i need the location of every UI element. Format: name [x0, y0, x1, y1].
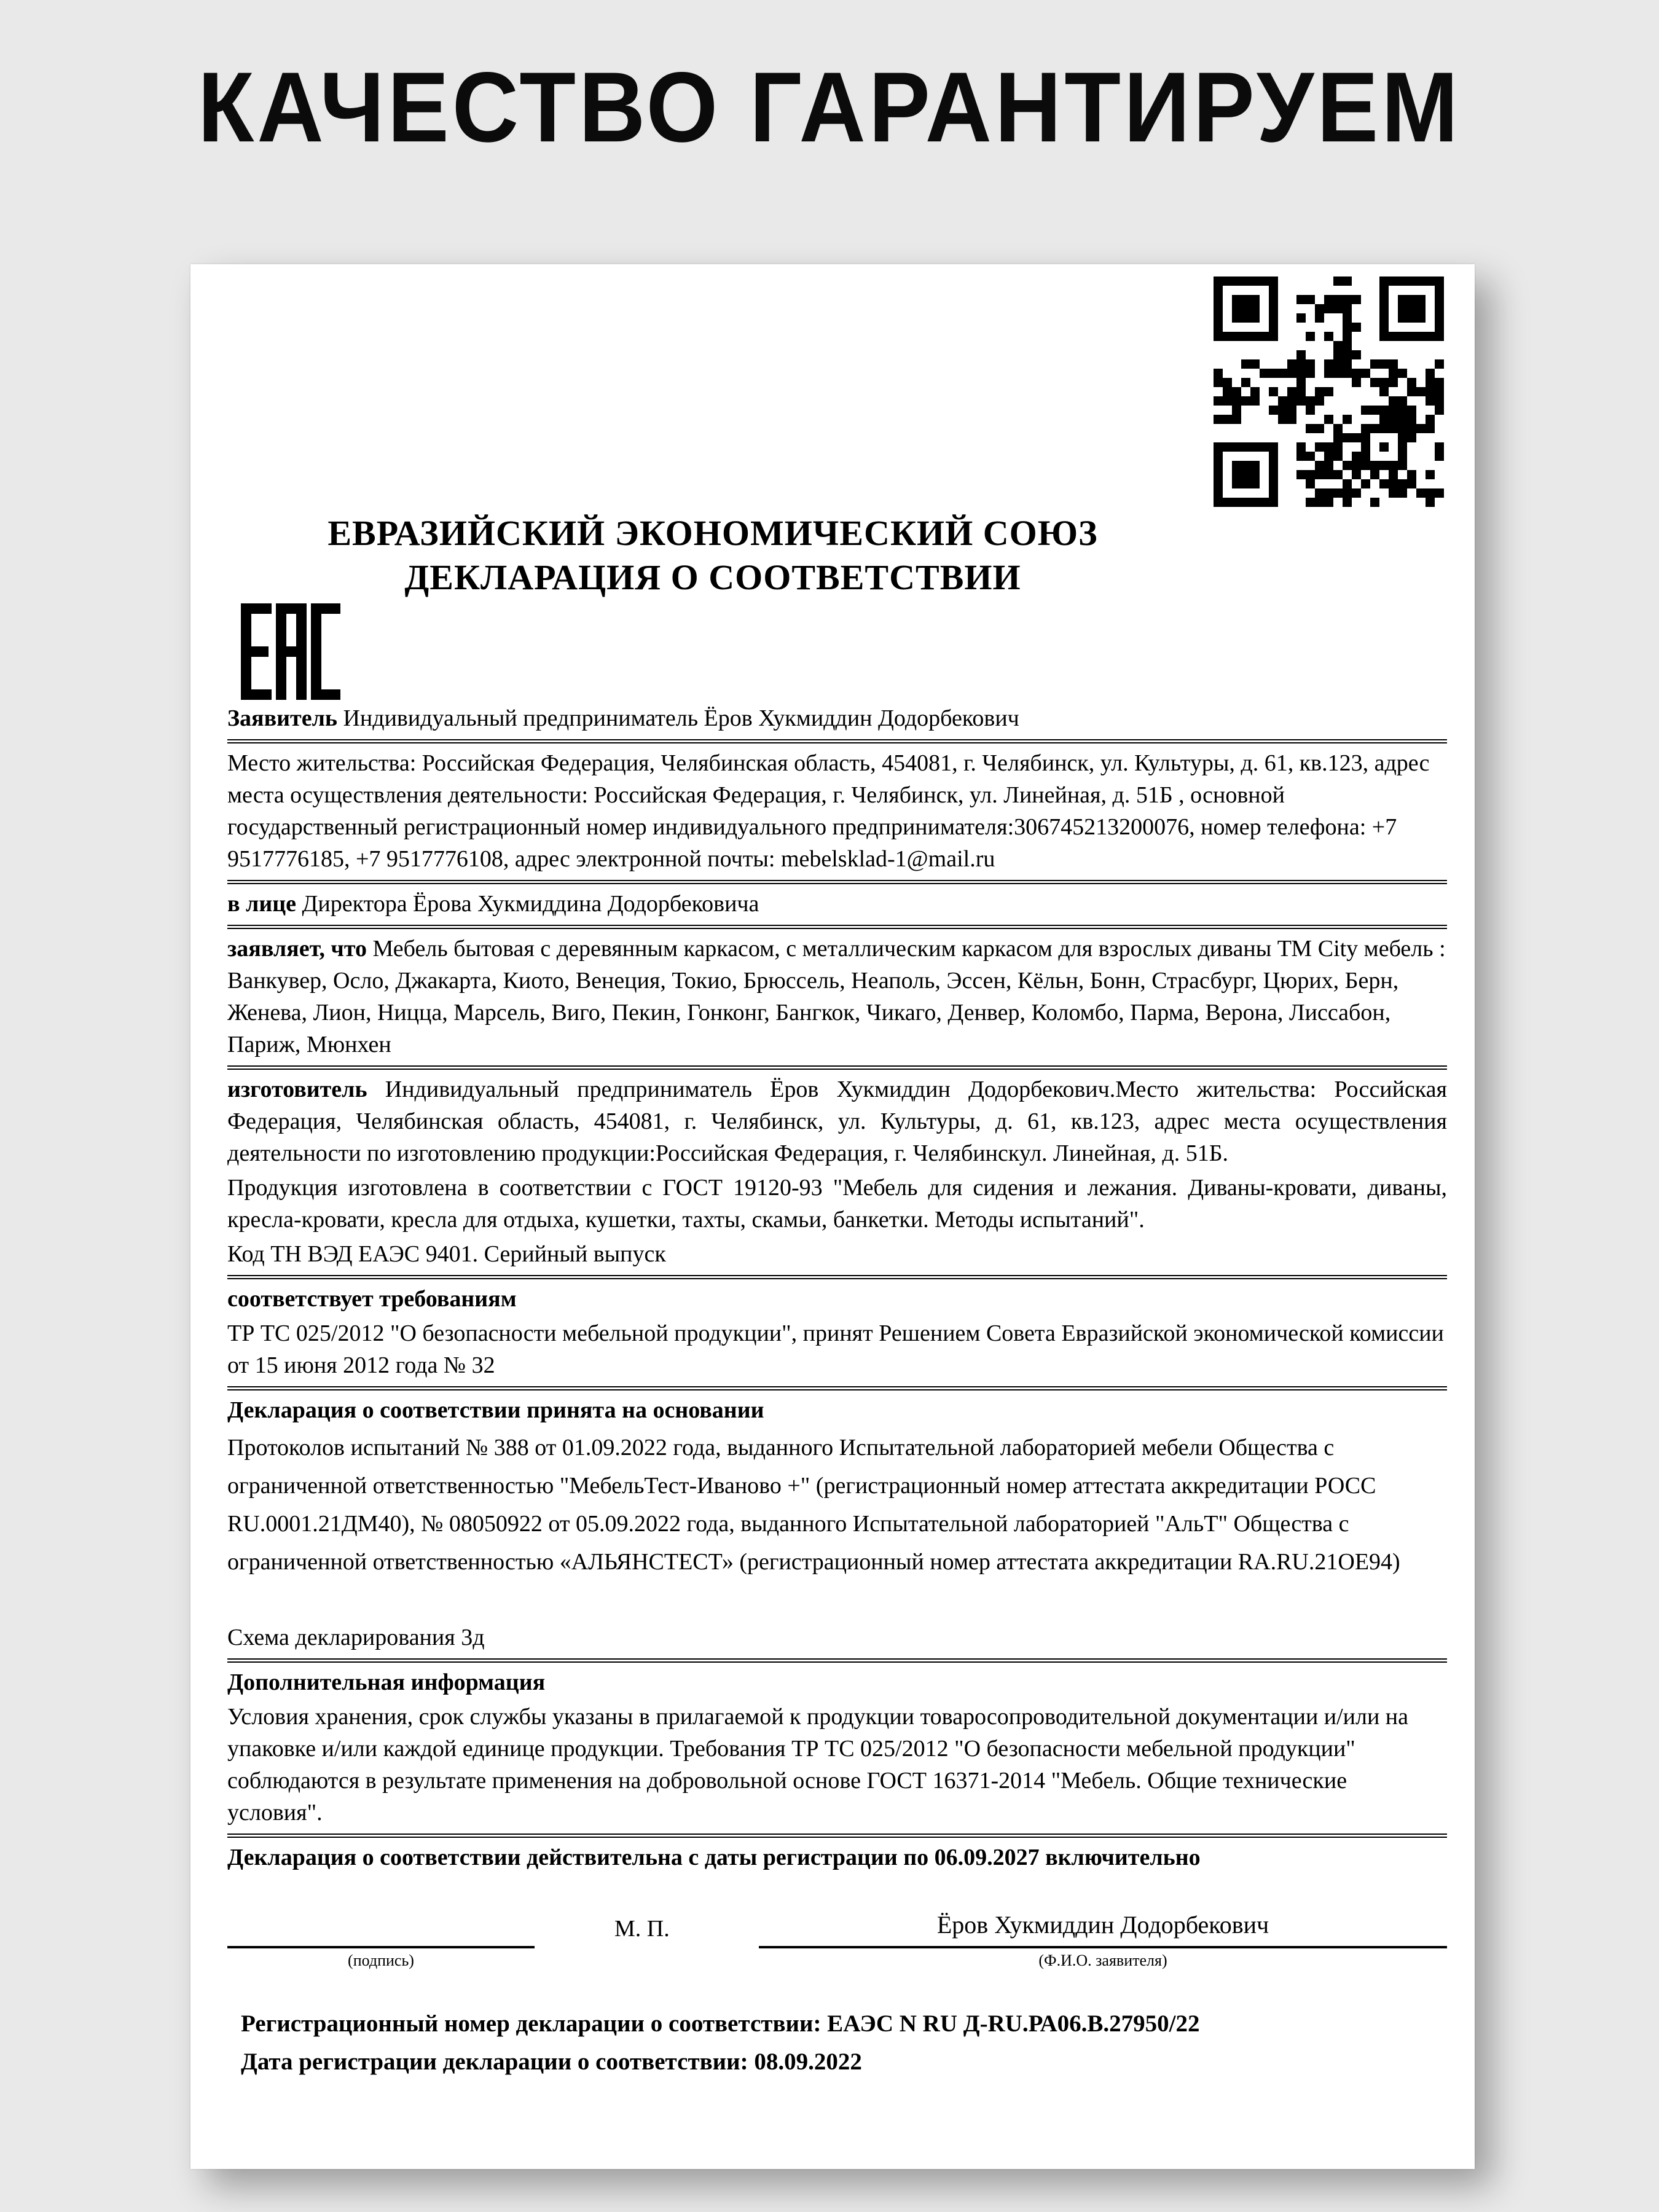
validity-line [227, 1841, 1447, 1873]
signer-area [759, 1908, 1447, 1973]
divider [227, 1658, 1447, 1663]
union-title: ЕВРАЗИЙСКИЙ ЭКОНОМИЧЕСКИЙ СОЮЗ [327, 513, 1098, 553]
basis-label: Декларация о соответствии принята на основании [227, 1397, 764, 1423]
represented-by-label: в лице [227, 891, 296, 917]
registration-number-line: Регистрационный номер декларации о соответствии: ЕАЭС N RU Д-RU.РА06.В.27950/22 [241, 2010, 1200, 2037]
manufacturer-paragraph [227, 1073, 1447, 1169]
complies-label-line [227, 1283, 1447, 1315]
validity-text: Декларация о соответствии действительна с даты регистрации по 06.09.2027 включительно [227, 1845, 1201, 1870]
registration-date-line: Дата регистрации декларации о соответствии: 08.09.2022 [241, 2049, 862, 2075]
page-title: КАЧЕСТВО ГАРАНТИРУЕМ [197, 51, 1462, 163]
declares-paragraph [227, 933, 1447, 1061]
represented-by-line [227, 888, 1447, 920]
stamp-placeholder: М. П. [614, 1916, 670, 1942]
divider [227, 880, 1447, 884]
divider [227, 1275, 1447, 1279]
basis-label-line [227, 1394, 1447, 1426]
declaration-document [190, 264, 1475, 2169]
production-paragraph: Продукция изготовлена в соответствии с ГОСТ 19120-93 "Мебель для сидения и лежания. Диваны-кровати, диваны, кресла-кровати, кресла для отдыха, кушетки, тахты, скамьи, банкетки. Методы испытаний". [227, 1175, 1447, 1233]
divider [227, 925, 1447, 929]
document-content [190, 264, 1475, 2169]
eac-logo-icon [241, 603, 340, 700]
signer-name: Ёров Хукмиддин Додорбекович [936, 1911, 1269, 1939]
residence-paragraph: Место жительства: Российская Федерация, Челябинская область, 454081, г. Челябинск, ул. Культуры, д. 61, кв.123, адрес места осуществления деятельности: Российская Федерация, г. Челябинск, ул. Линейная, д. 51Б , основной государственный регистрационный номер индивидуального предпринимателя:306745213200076, номер телефона: +7 9517776185, +7 9517776108, адрес электронной почты: mebelsklad-1@mail.ru [227, 750, 1430, 872]
applicant-line [227, 702, 1447, 734]
complies-paragraph: ТР ТС 025/2012 "О безопасности мебельной продукции", принят Решением Совета Евразийской экономической комиссии от 15 июня 2012 года № 32 [227, 1320, 1444, 1378]
signature-area [227, 1946, 535, 1973]
divider [227, 739, 1447, 743]
signature-block [227, 1908, 1447, 1973]
manufacturer-label: изготовитель [227, 1077, 367, 1102]
complies-label: соответствует требованиям [227, 1286, 517, 1312]
declares-value: Мебель бытовая с деревянным каркасом, с металлическим каркасом для взрослых диваны ТМ City мебель : Ванкувер, Осло, Джакарта, Киото, Венеция, Токио, Брюссель, Неаполь, Эссен, Кёльн, Бонн, Страсбург, Цюрих, Берн, Женева, Лион, Ницца, Марсель, Виго, Пекин, Гонконг, Бангкок, Чикаго, Денвер, Коломбо, Парма, Верона, Лиссабон, Париж, Мюнхен [227, 936, 1446, 1057]
additional-label: Дополнительная информация [227, 1669, 546, 1695]
manufacturer-value: Индивидуальный предприниматель Ёров Хукмиддин Додорбекович.Место жительства: Российская Федерация, Челябинская область, 454081, г. Челябинск, ул. Культуры, д. 61, кв.123, адрес места осуществления деятельности по изготовлению продукции:Российская Федерация, г. Челябинскул. Линейная, д. 51Б. [227, 1077, 1448, 1166]
additional-label-line [227, 1666, 1447, 1698]
registration-block [227, 2005, 1447, 2081]
document-title [227, 511, 1198, 600]
declares-label: заявляет, что [227, 936, 367, 962]
additional-paragraph: Условия хранения, срок службы указаны в прилагаемой к продукции товаросопроводительной документации и/или на упаковке и/или каждой единице продукции. Требования ТР ТС 025/2012 "О безопасности мебельной продукции" соблюдаются в результате применения на добровольной основе ГОСТ 16371-2014 "Мебель. Общие технические условия". [227, 1704, 1409, 1826]
signature-caption: (подпись) [348, 1951, 414, 1969]
scheme-line: Схема декларирования 3д [227, 1625, 485, 1650]
tnved-line: Код ТН ВЭД ЕАЭС 9401. Серийный выпуск [227, 1241, 666, 1267]
signer-name-caption: (Ф.И.О. заявителя) [1038, 1951, 1167, 1969]
applicant-label: Заявитель [227, 705, 337, 731]
divider [227, 1065, 1447, 1070]
divider [227, 1386, 1447, 1390]
declaration-title: ДЕКЛАРАЦИЯ О СООТВЕТСТВИИ [404, 557, 1021, 597]
represented-by-value: Директора Ёрова Хукмиддина Додорбековича [302, 891, 759, 917]
divider [227, 1834, 1447, 1838]
basis-paragraph: Протоколов испытаний № 388 от 01.09.2022 года, выданного Испытательной лабораторией мебели Общества с ограниченной ответственностью "МебельТест-Иваново +" (регистрационный номер аттестата аккредитации РОСС RU.0001.21ДМ40), № 08050922 от 05.09.2022 года, выданного Испытательной лабораторией "АльТ" Общества с ограниченной ответственностью «АЛЬЯНСТЕСТ» (регистрационный номер аттестата аккредитации RA.RU.21ОЕ94) [227, 1435, 1400, 1575]
applicant-value: Индивидуальный предприниматель Ёров Хукмиддин Додорбекович [343, 705, 1019, 731]
